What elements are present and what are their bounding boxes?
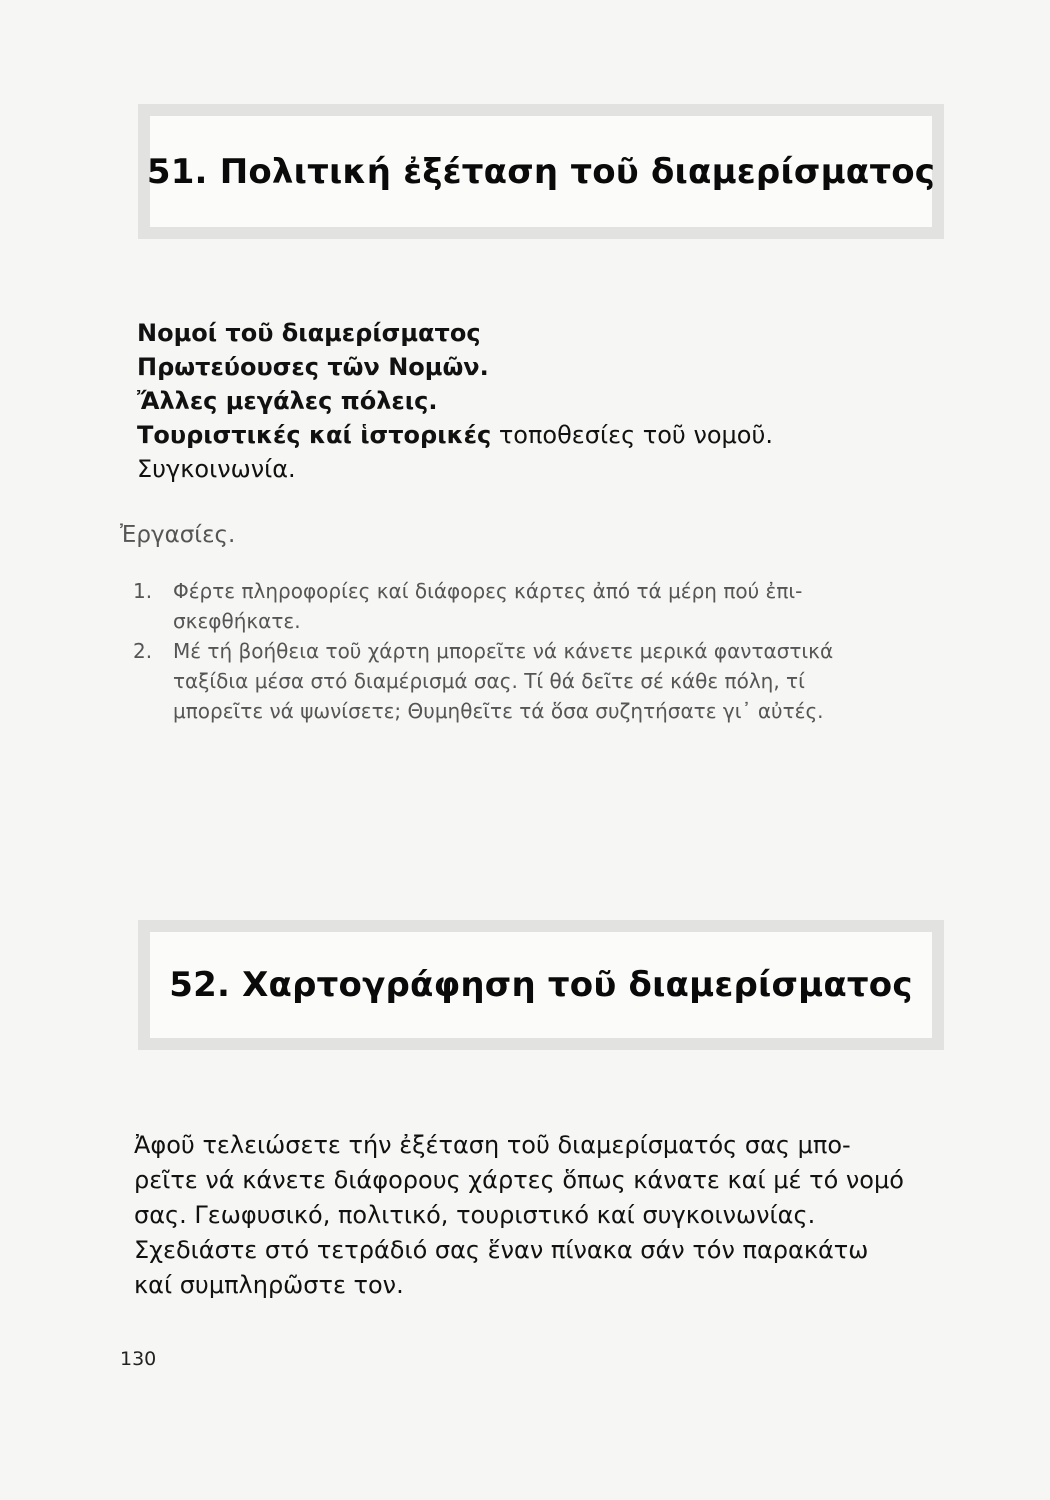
topics-list [137, 316, 937, 486]
task-line: ταξίδια μέσα στό διαμέρισμά σας. Τί θά δεῖτε σέ κάθε πόλη, τί [173, 669, 805, 693]
paragraph-line: σας. Γεωφυσικό, πολιτικό, τουριστικό καί συγκοινωνίας. [134, 1201, 816, 1229]
paragraph-line: καί συμπληρῶστε τον. [134, 1271, 404, 1299]
page-number: 130 [120, 1348, 157, 1370]
topic-line: Συγκοινωνία. [137, 455, 296, 483]
tasks-heading: Ἐργασίες. [120, 522, 236, 548]
section-52-title: 52. Χαρτογράφηση τοῦ διαμερίσματος [169, 965, 913, 1005]
task-line: σκεφθήκατε. [173, 609, 301, 633]
topic-line: Πρωτεύουσες τῶν Νομῶν. [137, 353, 489, 381]
tasks-list [133, 576, 893, 726]
task-line: Φέρτε πληροφορίες καί διάφορες κάρτες ἀπό τά μέρη πού ἐπι- [173, 579, 803, 603]
task-number: 2. [133, 639, 153, 663]
topic-line: Νομοί τοῦ διαμερίσματος [137, 319, 481, 347]
task-line: Μέ τή βοήθεια τοῦ χάρτη μπορεῖτε νά κάνετε μερικά φανταστικά [173, 639, 834, 663]
topic-line: Τουριστικές καί ἱστορικές τοποθεσίες τοῦ νομοῦ. [137, 421, 773, 449]
body-paragraph [134, 1128, 944, 1303]
task-item [133, 576, 893, 636]
topic-line: Ἄλλες μεγάλες πόλεις. [137, 387, 438, 415]
section-51-title: 51. Πολιτική ἐξέταση τοῦ διαμερίσματος [146, 151, 936, 192]
paragraph-line: Ἀφοῦ τελειώσετε τήν ἐξέταση τοῦ διαμερίσματός σας μπο- [134, 1131, 851, 1159]
paragraph-line: Σχεδιάστε στό τετράδιό σας ἕναν πίνακα σάν τόν παρακάτω [134, 1236, 869, 1264]
task-number: 1. [133, 579, 153, 603]
section-52-box [138, 920, 944, 1050]
section-51-box [138, 104, 944, 239]
task-item [133, 636, 893, 726]
paragraph-line: ρεῖτε νά κάνετε διάφορους χάρτες ὅπως κάνατε καί μέ τό νομό [134, 1166, 904, 1194]
task-line: μπορεῖτε νά ψωνίσετε; Θυμηθεῖτε τά ὅσα συζητήσατε γι᾽ αὐτές. [173, 699, 824, 723]
